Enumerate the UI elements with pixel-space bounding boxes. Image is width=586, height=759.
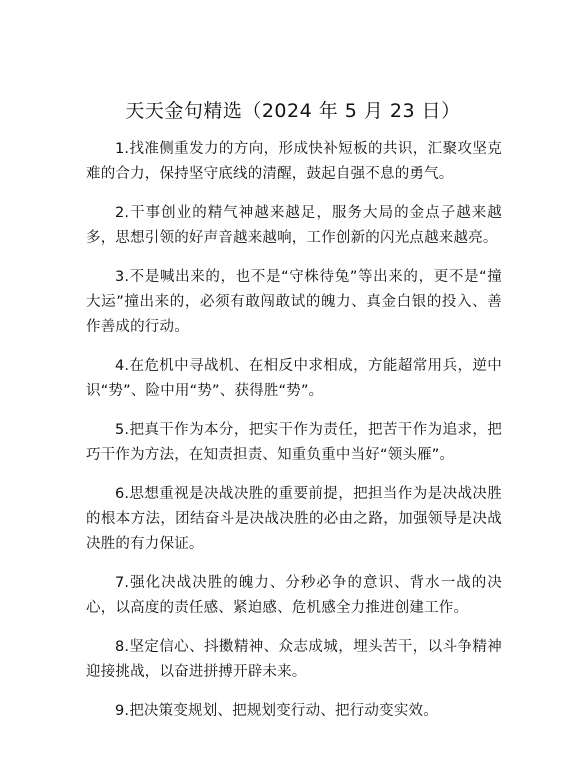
quote-paragraph-3: 3.不是喊出来的，也不是“守株待兔”等出来的，更不是“撞大运”撞出来的，必须有敢闯敢试的魄力、真金白银的投入、善作善成的行动。 [86,269,502,335]
quote-paragraph-1: 1.找准侧重发力的方向，形成快补短板的共识，汇聚攻坚克难的合力，保持坚守底线的清醒，鼓起自强不息的勇气。 [86,141,502,182]
quote-paragraph-9: 9.把决策变规划、把规划变行动、把行动变实效。 [115,703,438,719]
quote-paragraph-7: 7.强化决战决胜的魄力、分秒必争的意识、背水一战的决心，以高度的责任感、紧迫感、危机感全力推进创建工作。 [86,575,502,616]
quote-paragraph-2: 2.干事创业的精气神越来越足，服务大局的金点子越来越多，思想引领的好声音越来越响，工作创新的闪光点越来越亮。 [86,205,502,246]
document-title: 天天金句精选（2024 年 5 月 23 日） [125,100,461,122]
quote-paragraph-6: 6.思想重视是决战决胜的重要前提，把担当作为是决战决胜的根本方法，团结奋斗是决战决胜的必由之路，加强领导是决战决胜的有力保证。 [86,486,502,552]
quote-paragraph-5: 5.把真干作为本分，把实干作为责任，把苦干作为追求，把巧干作为方法，在知责担责、知重负重中当好“领头雁”。 [86,422,502,463]
quote-paragraph-4: 4.在危机中寻战机、在相反中求相成，方能超常用兵，逆中识“势”、险中用“势”、获得胜“势”。 [86,358,502,399]
document-body [86,137,502,738]
quote-paragraph-8: 8.坚定信心、抖擞精神、众志成城，埋头苦干，以斗争精神迎接挑战，以奋进拼搏开辟未来。 [86,639,502,680]
